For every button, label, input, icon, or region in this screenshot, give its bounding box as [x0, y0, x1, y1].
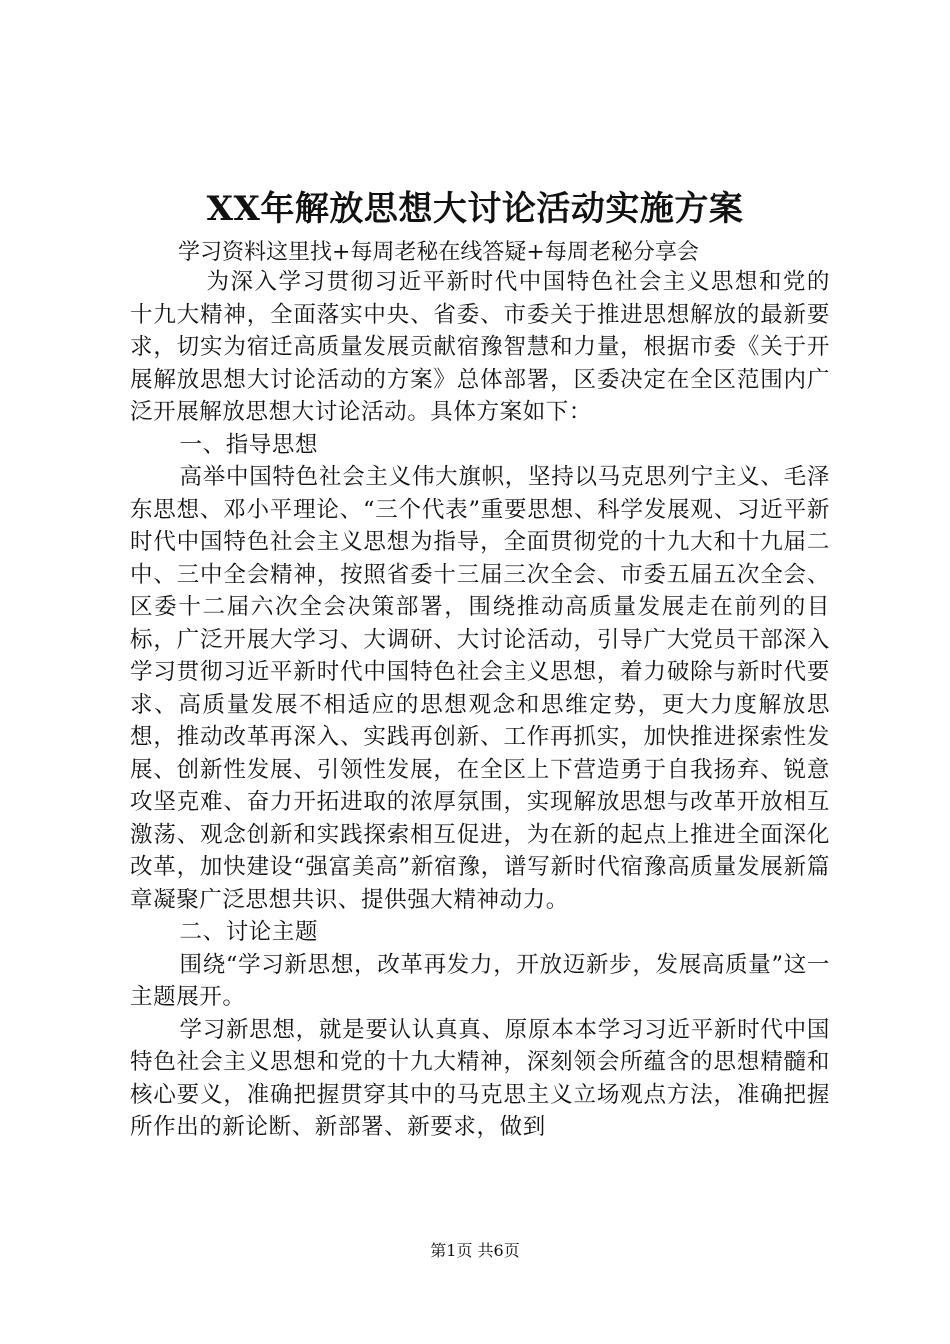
document-body [130, 266, 830, 1144]
guiding-thought-paragraph: 高举中国特色社会主义伟大旗帜，坚持以马克思列宁主义、毛泽东思想、邓小平理论、“三个代表”重要思想、科学发展观、习近平新时代中国特色社会主义思想为指导，全面贯彻党的十九大和十九届二中、三中全会精神，按照省委十三届三次全会、市委五届五次全会、区委十二届六次全会决策部署，围绕推动高质量发展走在前列的目标，广泛开展大学习、大调研、大讨论活动，引导广大党员干部深入学习贯彻习近平新时代中国特色社会主义思想，着力破除与新时代要求、高质量发展不相适应的思想观念和思维定势，更大力度解放思想，推动改革再深入、实践再创新、工作再抓实，加快推进探索性发展、创新性发展、引领性发展，在全区上下营造勇于自我扬弃、锐意攻坚克难、奋力开拓进取的浓厚氛围，实现解放思想与改革开放相互激荡、观念创新和实践探索相互促进，为在新的起点上推进全面深化改革，加快建设“强富美高”新宿豫，谱写新时代宿豫高质量发展新篇章凝聚广泛思想共识、提供强大精神动力。 [130, 464, 830, 913]
study-thought-paragraph: 学习新思想，就是要认认真真、原原本本学习习近平新时代中国特色社会主义思想和党的十九大精神，深刻领会所蕴含的思想精髓和核心要义，准确把握贯穿其中的马克思主义立场观点方法，准确把握所作出的新论断、新部署、新要求，做到 [130, 1016, 830, 1140]
section-heading-discussion-theme: 二、讨论主题 [179, 919, 319, 945]
resource-line: 学习资料这里找+每周老秘在线答疑+每周老秘分享会 [178, 240, 699, 265]
intro-paragraph: 为深入学习贯彻习近平新时代中国特色社会主义思想和党的十九大精神，全面落实中央、省委、市委关于推进思想解放的最新要求，切实为宿迁高质量发展贡献宿豫智慧和力量，根据市委《关于开展解放思想大讨论活动的方案》总体部署，区委决定在全区范围内广泛开展解放思想大讨论活动。具体方案如下： [130, 269, 830, 425]
discussion-theme-paragraph: 围绕“学习新思想，改革再发力，开放迈新步，发展高质量”这一主题展开。 [130, 951, 830, 1010]
page-number: 第1页 共6页 [430, 1241, 520, 1260]
document-title: XX年解放思想大讨论活动实施方案 [206, 189, 744, 229]
section-heading-guiding-thought: 一、指导思想 [179, 431, 319, 458]
